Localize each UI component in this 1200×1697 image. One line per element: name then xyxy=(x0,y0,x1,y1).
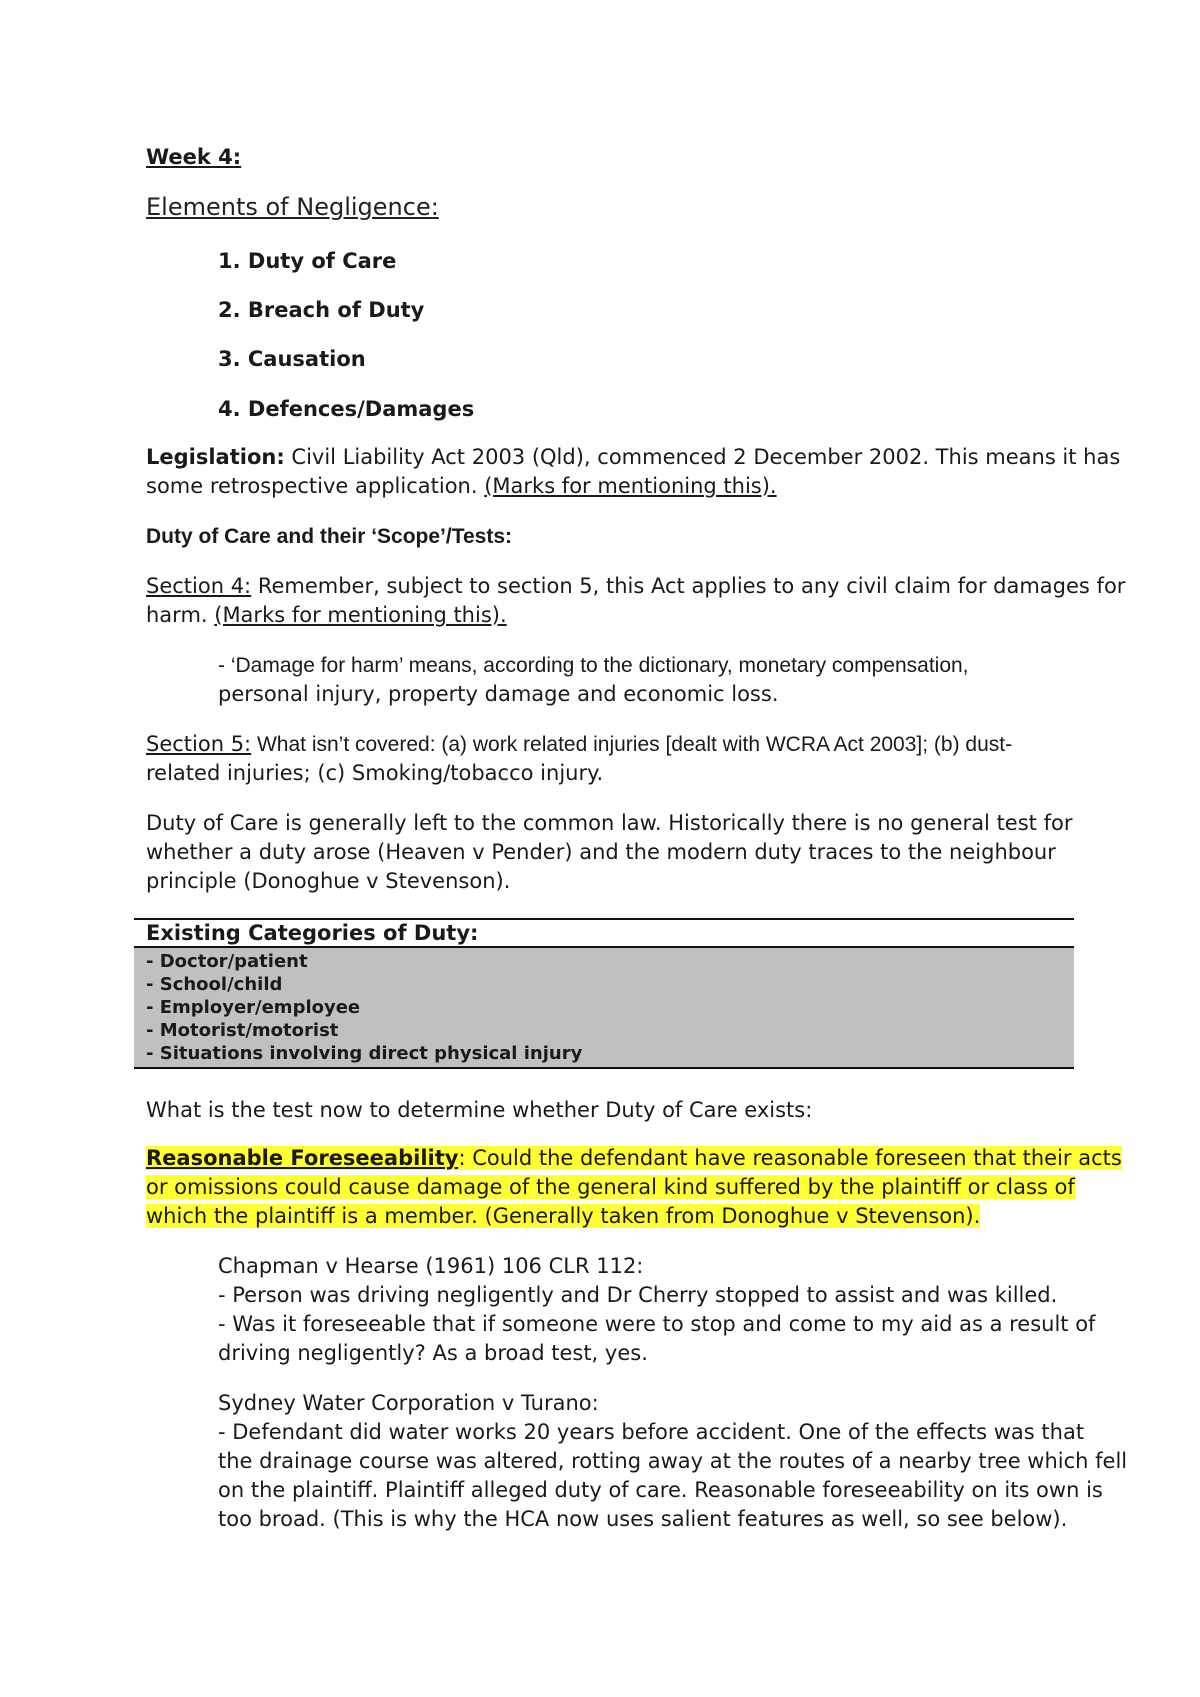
legislation-label: Legislation: xyxy=(146,445,285,469)
categories-table-body xyxy=(134,948,1074,1069)
section4-line-1: Section 4: Remember, subject to section 5, this Act applies to any civil claim for damages for xyxy=(146,574,1126,598)
chapman-line-3: driving negligently? As a broad test, yes. xyxy=(218,1341,648,1365)
sydney-water-case-title: Sydney Water Corporation v Turano: xyxy=(218,1391,599,1415)
table-row: - Employer/employee xyxy=(146,997,361,1018)
chapman-line-1: - Person was driving negligently and Dr Cherry stopped to assist and was killed. xyxy=(218,1283,1058,1307)
table-row: - Situations involving direct physical injury xyxy=(146,1043,583,1064)
week-heading: Week 4: xyxy=(146,145,242,169)
sydney-water-line-3: on the plaintiff. Plaintiff alleged duty of care. Reasonable foreseeability on its own is xyxy=(218,1478,1103,1502)
element-item: 4. Defences/Damages xyxy=(218,397,475,421)
section4-line-2: harm. (Marks for mentioning this). xyxy=(146,603,507,627)
table-row: - Doctor/patient xyxy=(146,951,308,972)
element-item: 3. Causation xyxy=(218,347,366,371)
common-law-line-2: whether a duty arose (Heaven v Pender) and the modern duty traces to the neighbour xyxy=(146,840,1056,864)
foreseeability-line-2: or omissions could cause damage of the general kind suffered by the plaintiff or class of xyxy=(146,1175,1075,1199)
chapman-line-2: - Was it foreseeable that if someone were to stop and come to my aid as a result of xyxy=(218,1312,1096,1336)
section5-line-2: related injuries; (c) Smoking/tobacco injury. xyxy=(146,761,604,785)
table-row: - Motorist/motorist xyxy=(146,1020,339,1041)
legislation-line-1: Legislation: Civil Liability Act 2003 (Qld), commenced 2 December 2002. This means it has xyxy=(146,445,1121,469)
duty-scope-heading: Duty of Care and their ‘Scope’/Tests: xyxy=(146,525,513,548)
section5-line-1: Section 5: What isn’t covered: (a) work related injuries [dealt with WCRA Act 2003]; (b) dust- xyxy=(146,732,1013,756)
elements-heading: Elements of Negligence: xyxy=(146,193,439,221)
test-question: What is the test now to determine whether Duty of Care exists: xyxy=(146,1098,813,1122)
damage-definition-line-1: - ‘Damage for harm’ means, according to the dictionary, monetary compensation, xyxy=(218,654,969,677)
common-law-line-3: principle (Donoghue v Stevenson). xyxy=(146,869,511,893)
element-item: 2. Breach of Duty xyxy=(218,298,425,322)
common-law-line-1: Duty of Care is generally left to the common law. Historically there is no general test for xyxy=(146,811,1073,835)
categories-table xyxy=(134,918,1074,1069)
marks-note: (Marks for mentioning this). xyxy=(484,474,777,498)
sydney-water-line-2: the drainage course was altered, rotting away at the routes of a nearby tree which fell xyxy=(218,1449,1128,1473)
foreseeability-line-3: which the plaintiff is a member. (Generally taken from Donoghue v Stevenson). xyxy=(146,1204,981,1228)
table-row: - School/child xyxy=(146,974,283,995)
chapman-case-title: Chapman v Hearse (1961) 106 CLR 112: xyxy=(218,1254,644,1278)
foreseeability-line-1: Reasonable Foreseeability: Could the defendant have reasonable foreseen that their acts xyxy=(146,1146,1122,1170)
section5-label: Section 5: xyxy=(146,732,252,756)
section4-label: Section 4: xyxy=(146,574,252,598)
marks-note: (Marks for mentioning this). xyxy=(214,603,507,627)
sydney-water-line-4: too broad. (This is why the HCA now uses salient features as well, so see below). xyxy=(218,1507,1068,1531)
damage-definition-line-2: personal injury, property damage and economic loss. xyxy=(218,682,779,706)
legislation-line-2: some retrospective application. (Marks for mentioning this). xyxy=(146,474,777,498)
foreseeability-label: Reasonable Foreseeability xyxy=(146,1146,459,1170)
sydney-water-line-1: - Defendant did water works 20 years before accident. One of the effects was that xyxy=(218,1420,1085,1444)
element-item: 1. Duty of Care xyxy=(218,249,397,273)
categories-table-header: Existing Categories of Duty: xyxy=(134,918,1074,948)
